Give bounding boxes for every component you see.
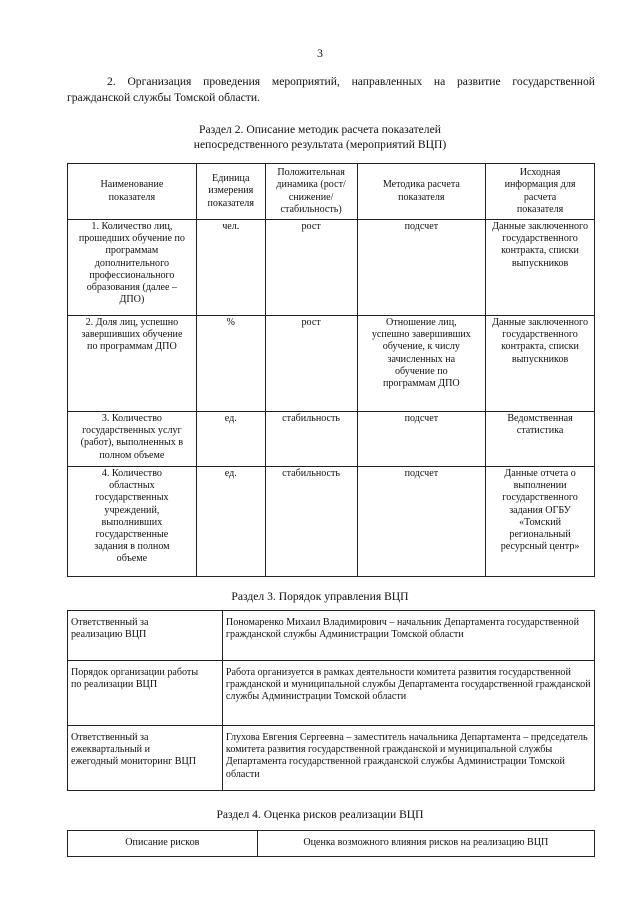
indicator-name-cell: 3. Количество государственных услуг (работ), выполненных в полном объеме — [68, 412, 197, 467]
section4-title: Раздел 4. Оценка рисков реализации ВЦП — [216, 808, 424, 821]
header-cell: Положительная динамика (рост/снижение/ стабильность) — [265, 164, 357, 220]
source-cell: Данные отчета о выполнении государственного задания ОГБУ «Томский региональный ресурсный центр» — [486, 467, 595, 577]
header-cell: Наименование показателя — [68, 164, 197, 220]
table-row — [68, 661, 595, 726]
unit-cell: % — [196, 316, 265, 412]
table-row — [68, 220, 595, 316]
unit-cell: ед. — [196, 412, 265, 467]
risks-header-row — [68, 831, 595, 857]
source-cell: Ведомственная статистика — [486, 412, 595, 467]
method-cell: подсчет — [357, 467, 486, 577]
risks-table — [67, 830, 595, 857]
table-row — [68, 726, 595, 791]
table-row — [68, 611, 595, 661]
intro-paragraph: 2. Организация проведения мероприятий, направленных на развитие государственной гражданской службы Томской области. — [67, 75, 595, 104]
table-row — [68, 467, 595, 577]
source-cell: Данные заключенного государственного контракта, списки выпускников — [486, 316, 595, 412]
unit-cell: ед. — [196, 467, 265, 577]
dynamics-cell: рост — [265, 316, 357, 412]
table-row — [68, 412, 595, 467]
indicator-name-cell: 4. Количество областных государственных учреждений, выполнивших государственные задания в полном объеме — [68, 467, 197, 577]
header-cell: Методика расчета показателя — [357, 164, 486, 220]
indicators-table — [67, 163, 595, 577]
management-value-cell: Глухова Евгения Сергеевна – заместитель начальника Департамента – председатель комитета развития государственной гражданской и муниципальной службы Департамента государственной гражданской службы Администрации Томской области — [222, 726, 594, 791]
header-cell: Оценка возможного влияния рисков на реализацию ВЦП — [257, 831, 594, 857]
unit-cell: чел. — [196, 220, 265, 316]
section2-title-line2: непосредственного результата (мероприятий ВЦП) — [193, 138, 447, 151]
header-cell: Описание рисков — [68, 831, 258, 857]
section2-title-line1: Раздел 2. Описание методик расчета показателей — [199, 123, 441, 136]
management-label-cell: Порядок организации работы по реализации ВЦП — [68, 661, 223, 726]
method-cell: подсчет — [357, 220, 486, 316]
section2-title — [0, 122, 640, 152]
dynamics-cell: рост — [265, 220, 357, 316]
header-cell: Исходная информация для расчета показателя — [486, 164, 595, 220]
indicator-name-cell: 2. Доля лиц, успешно завершивших обучение по программам ДПО — [68, 316, 197, 412]
header-cell: Единица измерения показателя — [196, 164, 265, 220]
table-row — [68, 316, 595, 412]
page-number: 3 — [317, 46, 323, 60]
management-table — [67, 610, 595, 791]
management-label-cell: Ответственный за реализацию ВЦП — [68, 611, 223, 661]
dynamics-cell: стабильность — [265, 467, 357, 577]
management-label-cell: Ответственный за ежеквартальный и ежегодный мониторинг ВЦП — [68, 726, 223, 791]
method-cell: Отношение лиц, успешно завершивших обучение, к числу зачисленных на обучение по программам ДПО — [357, 316, 486, 412]
source-cell: Данные заключенного государственного контракта, списки выпускников — [486, 220, 595, 316]
indicators-header-row — [68, 164, 595, 220]
method-cell: подсчет — [357, 412, 486, 467]
dynamics-cell: стабильность — [265, 412, 357, 467]
section3-title: Раздел 3. Порядок управления ВЦП — [231, 590, 409, 603]
indicator-name-cell: 1. Количество лиц, прошедших обучение по программам дополнительного профессионального образования (далее – ДПО) — [68, 220, 197, 316]
management-value-cell: Пономаренко Михаил Владимирович – начальник Департамента государственной гражданской службы Администрации Томской области — [222, 611, 594, 661]
management-value-cell: Работа организуется в рамках деятельности комитета развития государственной гражданской и муниципальной службы Департамента государственной гражданской службы Администрации Томской области — [222, 661, 594, 726]
